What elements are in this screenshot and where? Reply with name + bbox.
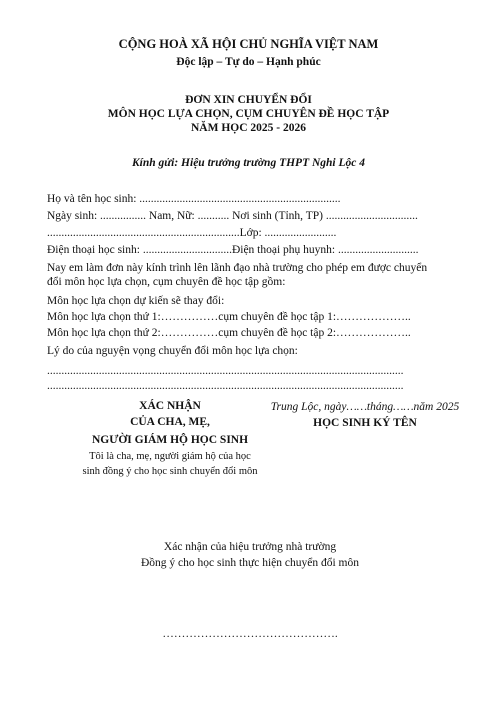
principal-signature-line[interactable]: ………………………………………. <box>162 628 338 640</box>
subject-change-label: Môn học lựa chọn dự kiến sẽ thay đổi: <box>47 295 225 307</box>
form-title-line2: MÔN HỌC LỰA CHỌN, CỤM CHUYÊN ĐỀ HỌC TẬP <box>107 108 390 120</box>
parent-confirm-title1: XÁC NHẬN <box>139 400 201 412</box>
birth-info-field[interactable]: Ngày sinh: ................ Nam, Nữ: ........... Nơi sinh (Tỉnh, TP) ................................ <box>47 210 418 222</box>
recipient-line: Kính gửi: Hiệu trưởng trường THPT Nghi Lộc 4 <box>131 157 365 169</box>
student-name-field[interactable]: Họ và tên học sinh: ...................................................................... <box>47 193 341 205</box>
phone-field[interactable]: Điện thoại học sinh: ...............................Điện thoại phụ huynh: ............................ <box>47 244 419 256</box>
form-title-line1: ĐƠN XIN CHUYỂN ĐỔI <box>185 94 312 106</box>
principal-confirm-label: Xác nhận của hiệu trưởng nhà trường <box>163 541 337 553</box>
request-text-line1: Nay em làm đơn này kính trình lên lãnh đạo nhà trường cho phép em được chuyển <box>47 262 428 274</box>
parent-confirm-title3: NGƯỜI GIÁM HỘ HỌC SINH <box>91 434 249 446</box>
principal-approval-text: Đồng ý cho học sinh thực hiện chuyển đổi môn <box>141 557 359 569</box>
request-text-line2: đổi môn học lựa chọn, cụm chuyên đề học tập gồm: <box>47 276 286 288</box>
reason-line-1[interactable]: ............................................................................................................................ <box>47 365 404 377</box>
reason-line-2[interactable]: ............................................................................................................................ <box>47 380 404 392</box>
class-field[interactable]: ...................................................................Lớp: ......................... <box>47 227 337 239</box>
subject-choice-2-field[interactable]: Môn học lựa chọn thứ 2:……………cụm chuyên đề học tập 2:……………….. <box>47 327 411 339</box>
student-signature-label: HỌC SINH KÝ TÊN <box>313 417 417 429</box>
parent-confirm-text1: Tôi là cha, mẹ, người giám hộ của học <box>89 451 251 462</box>
parent-confirm-title2: CỦA CHA, MẸ, <box>130 416 210 428</box>
place-date-line: Trung Lộc, ngày……tháng……năm 2025 <box>270 401 460 413</box>
motto: Độc lập – Tự do – Hạnh phúc <box>176 56 321 68</box>
subject-choice-1-field[interactable]: Môn học lựa chọn thứ 1:……………cụm chuyên đề học tập 1:……………….. <box>47 311 411 323</box>
reason-label: Lý do của nguyện vọng chuyển đổi môn học lựa chọn: <box>47 345 298 357</box>
form-title-line3: NĂM HỌC 2025 - 2026 <box>191 122 306 134</box>
parent-confirm-text2: sinh đồng ý cho học sinh chuyển đổi môn <box>82 466 258 477</box>
nation-header: CỘNG HOÀ XÃ HỘI CHỦ NGHĨA VIỆT NAM <box>118 37 379 51</box>
